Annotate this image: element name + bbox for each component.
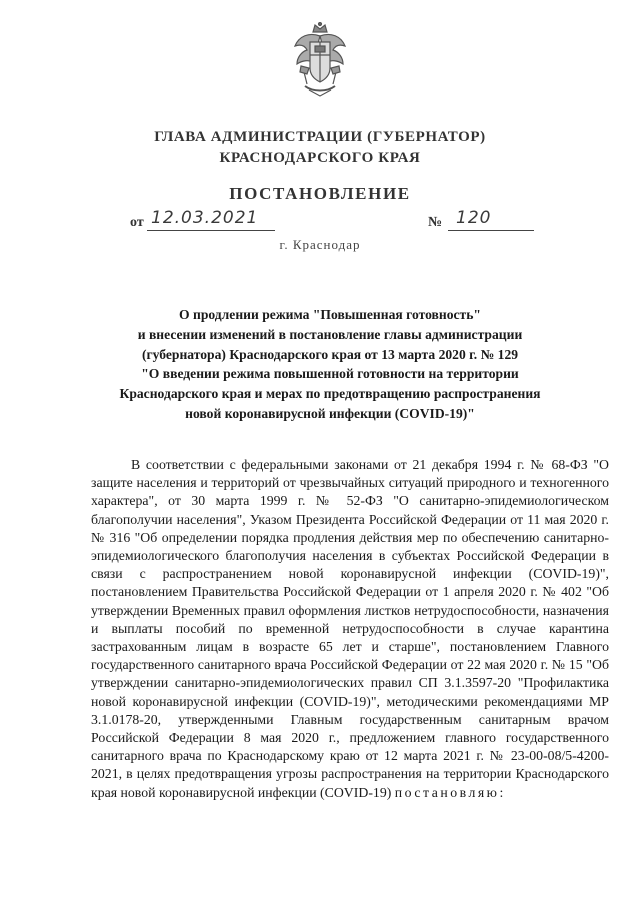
document-title <box>100 305 560 424</box>
date-number-row <box>0 208 640 234</box>
coat-of-arms-icon <box>291 22 349 98</box>
number-value: 120 <box>448 208 534 231</box>
title-line: (губернатора) Краснодарского края от 13 марта 2020 г. № 129 <box>141 346 519 362</box>
decree-word: постановляю: <box>394 784 506 800</box>
document-type: ПОСТАНОВЛЕНИЕ <box>229 184 411 203</box>
number-label: № <box>428 215 443 230</box>
date-value: 12.03.2021 <box>147 208 275 231</box>
title-line: Краснодарского края и мерах по предотвращению распространения <box>119 386 541 402</box>
title-line: О продлении режима "Повышенная готовность" <box>179 307 481 322</box>
authority-title-line2: КРАСНОДАРСКОГО КРАЯ <box>219 150 421 166</box>
city: г. Краснодар <box>279 237 361 252</box>
authority-title-line1: ГЛАВА АДМИНИСТРАЦИИ (ГУБЕРНАТОР) <box>154 129 486 145</box>
body-paragraph <box>91 456 609 802</box>
title-line: и внесении изменений в постановление главы администрации <box>137 326 523 342</box>
title-line: новой коронавирусной инфекции (COVID-19)" <box>185 405 475 421</box>
title-line: "О введении режима повышенной готовности на территории <box>141 366 519 382</box>
preamble-text: В соответствии с федеральными законами от 21 декабря 1994 г. № 68-ФЗ "О защите населения и территорий от чрезвычайных ситуаций природного и техногенного характера", от 30 марта 1999 г. № 52-ФЗ "О санитарно-эпидемиологическом благополучии населения", Указом Президента Российской Федерации от 11 мая 2020 г. № 316 "Об определении порядка продления действия мер по обеспечению санитарно-эпидемиологического благополучия населения в субъектах Российской Федерации в связи с распространением новой коронавирусной инфекции (COVID-19)", постановлением Правительства Российской Федерации от 1 апреля 2020 г. № 402 "Об утверждении Временных правил оформления листков нетрудоспособности, назначения и выплаты пособий по временной нетрудоспособности в случае карантина застрахованным лицам в возрасте 65 лет и старше", постановлением Главного государственного санитарного врача Российской Федерации от 22 мая 2020 г. № 15 "Об утверждении санитарно-эпидемиологических правил СП 3.1.3597-20 "Профилактика новой коронавирусной инфекции (COVID-19)", методическими рекомендациями МР 3.1.0178-20, утвержденными Главным государственным санитарным врачом Российской Федерации 8 мая 2020 г., предложением главного государственного санитарного врача по Краснодарскому краю от 12 марта 2021 г. № 23-00-08/5-4200-2021, в целях предотвращения угрозы распространения на территории Краснодарского края новой коронавирусной инфекции (COVID-19) <box>91 457 609 800</box>
date-label: от <box>130 215 144 230</box>
